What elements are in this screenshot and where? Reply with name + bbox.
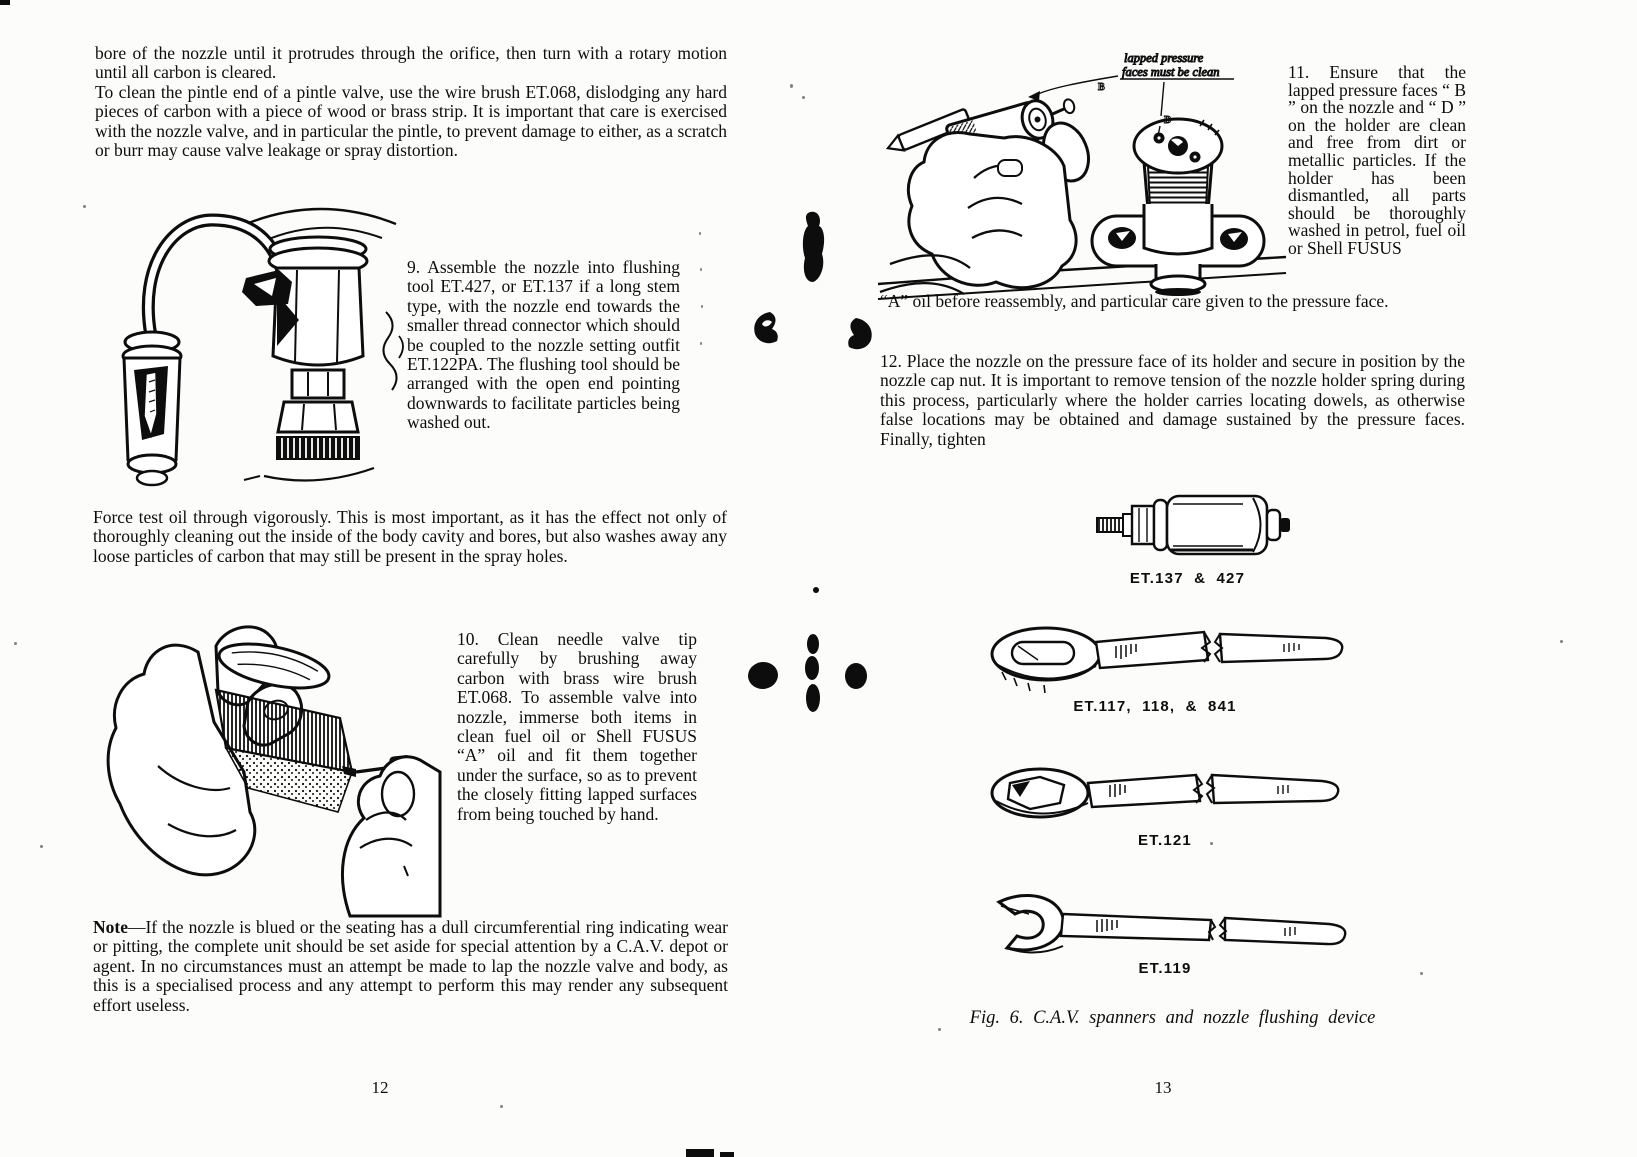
tool-caption-et137: ET.137 & 427 [1129,570,1246,587]
ink-comma-right [846,316,876,352]
step-12-text: 12. Place the nozzle on the pressure face of its holder and secure in position by the nozzle cap nut. It is important to remove tension of the nozzle holder spring during this process, particularly where the holder carries locating dowels, as otherwise false locations may be obtained and damage sustained by the pressure faces. Finally, tighten [880,351,1465,449]
note-label: Note [93,917,128,937]
tool-caption-et117: ET.117, 118, & 841 [1073,698,1237,715]
tool-caption-et121: ET.121 [1138,832,1192,849]
label-b: B [1098,82,1105,93]
nozzle-flushing-device-illustration [96,194,408,490]
nozzle-holder-inspection-illustration [878,40,1286,306]
brush-cleaning-hands-illustration [98,614,440,916]
force-test-paragraph [93,508,727,566]
paper-speck [1210,842,1213,845]
note-text-wrap [93,918,728,1015]
force-test-text: Force test oil through vigorously. This is most important, as it has the effect not only of thoroughly cleaning out the inside of the body cavity and bores, but also washes away any loose particles of carbon that may still be present in the spray holes. [93,507,727,566]
step-12-paragraph [880,352,1465,449]
ring-spanner-drawing [988,622,1353,698]
page-number-right: 13 [1154,1078,1172,1097]
annotation-line2: faces must be clean [1122,65,1220,79]
step-10-text: 10. Clean needle valve tip carefully by brushing away carbon with brass wire brush ET.068. To assemble valve into nozzle, immerse both items in clean fuel oil or Shell FUSUS “A” oil and fit them together under the surface, so as to prevent the closely fitting lapped surfaces from being touched by hand. [457,629,697,824]
edge-mark-bottom-2 [720,1152,734,1157]
paper-speck [83,205,86,208]
paper-speck [700,268,702,271]
paper-speck [1560,640,1563,643]
flushing-tool-drawing [1093,484,1291,566]
step-11-continuation [880,292,1465,311]
ink-blot-top [800,210,828,288]
ink-dot-left [746,660,779,691]
paper-speck [14,642,17,645]
paper-speck [699,232,701,235]
step-9-paragraph [407,258,680,433]
label-d: D [1164,115,1172,126]
paper-speck [1420,972,1423,975]
step-10-paragraph [457,630,697,824]
note-paragraph [93,918,728,1015]
annotation-line1: lapped pressure [1124,51,1204,65]
hex-spanner-drawing [988,763,1353,831]
page-number-left: 12 [371,1078,389,1097]
intro-paragraph-1: bore of the nozzle until it protrudes through the orifice, then turn with a rotary motion until all carbon is cleared. [95,43,727,83]
note-body: —If the nozzle is blued or the seating has a dull circumferential ring indicating wear or pitting, the complete unit should be set aside for special attention by a C.A.V. depot or agent. In no circumstances must an attempt be made to lap the nozzle valve and body, as this is a specialised process and any attempt to perform this may render any subsequent effort useless. [93,917,728,1015]
intro-paragraphs [95,44,727,160]
step-11-cont-text: “A” oil before reassembly, and particular care given to the pressure face. [880,291,1389,311]
ink-speck-mid [813,587,819,593]
figure-6-caption: Fig. 6. C.A.V. spanners and nozzle flushing device [969,1008,1376,1028]
paper-speck [700,342,702,345]
step-9-text: 9. Assemble the nozzle into flushing tool ET.427, or ET.137 if a long stem type, with the nozzle end towards the smaller thread connector which should be coupled to the nozzle setting outfit ET.122PA. The flushing tool should be arranged with the open end pointing downwards to facilitate particles being washed out. [407,257,680,433]
ink-bar-bottom [802,634,824,714]
ink-dot-right [845,663,867,689]
step-11-paragraph [1288,64,1466,258]
paper-speck [500,1105,503,1108]
paper-speck [40,845,43,848]
tool-caption-et119: ET.119 [1138,960,1192,977]
paper-speck [701,305,703,308]
edge-mark-top-left [0,0,10,5]
ink-comma-left [750,310,782,346]
edge-mark-bottom-1 [686,1149,714,1157]
step-11-text: 11. Ensure that the lapped pressure faces “ B ” on the nozzle and “ D ” on the holder are clean and free from dirt or metallic particles. If the holder has been dismantled, all parts should be thoroughly washed in petrol, fuel oil or Shell FUSUS [1288,62,1466,258]
paper-speck [802,96,805,99]
paper-speck [938,1028,941,1031]
open-end-spanner-drawing [985,888,1355,962]
intro-paragraph-2: To clean the pintle end of a pintle valve, use the wire brush ET.068, dislodging any hard pieces of carbon with a piece of wood or brass strip. It is important that care is exercised with the nozzle valve, and in particular the pintle, to prevent damage to either, as a scratch or burr may cause valve leakage or spray distortion. [95,81,727,161]
paper-speck [790,84,793,88]
